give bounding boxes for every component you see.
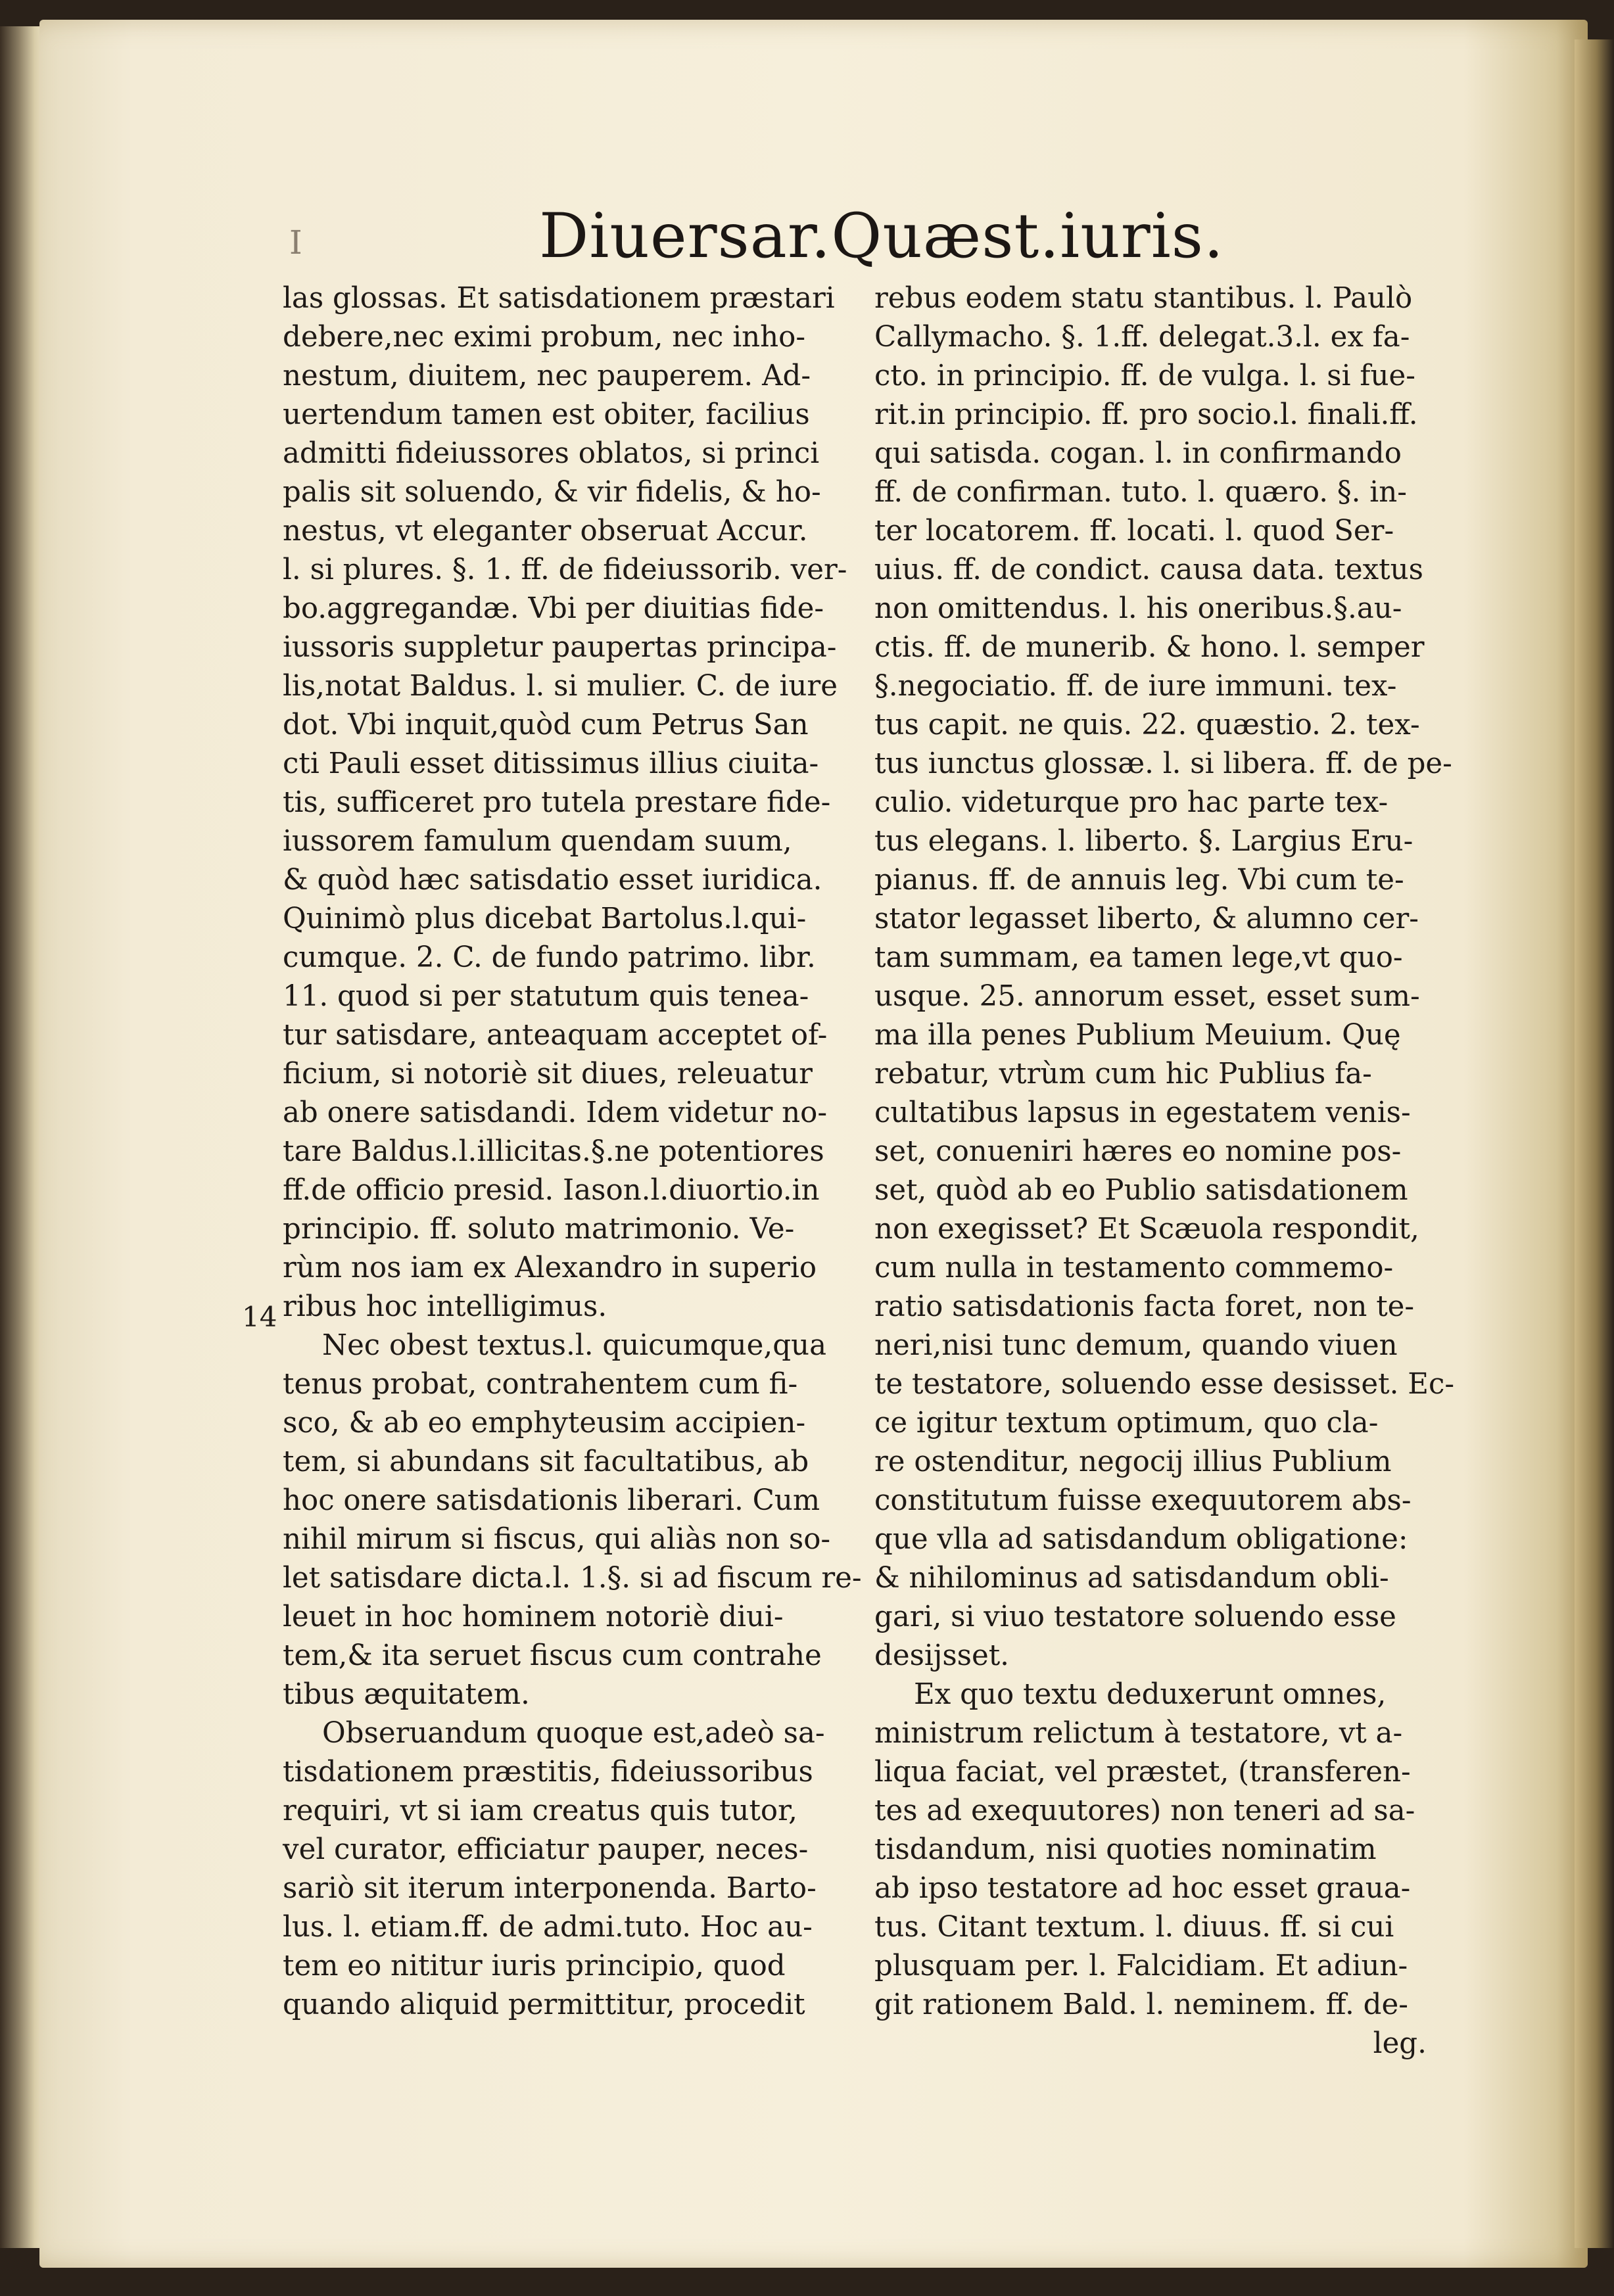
- text-line: stator legasset liberto, & alumno cer-: [874, 902, 1419, 935]
- text-line: Ex quo textu deduxerunt omnes,: [914, 1678, 1387, 1711]
- text-line: iussorem famulum quendam suum,: [283, 825, 792, 858]
- left-text-column: [283, 279, 862, 2025]
- text-line: constitutum fuisse exequutorem abs-: [874, 1484, 1412, 1517]
- text-line: tibus æquitatem.: [283, 1678, 530, 1711]
- text-line: hoc onere satisdationis liberari. Cum: [283, 1484, 820, 1517]
- text-line: let satisdare dicta.l. 1.§. si ad fiscum re-: [283, 1562, 862, 1595]
- text-line: pianus. ff. de annuis leg. Vbi cum te-: [874, 864, 1404, 897]
- text-line: & nihilominus ad satisdandum obli-: [874, 1562, 1389, 1595]
- text-line: leuet in hoc hominem notoriè diui-: [283, 1601, 784, 1633]
- text-line: uius. ff. de condict. causa data. textus: [874, 553, 1423, 586]
- text-line: Quinimò plus dicebat Bartolus.l.qui-: [283, 902, 807, 935]
- text-line: ff.de officio presid. Iason.l.diuortio.in: [283, 1174, 820, 1207]
- catchword: leg.: [1373, 2027, 1427, 2060]
- text-line: ter locatorem. ff. locati. l. quod Ser-: [874, 515, 1394, 548]
- page-header: [263, 197, 1224, 283]
- text-line: ratio satisdationis facta foret, non te-: [874, 1290, 1415, 1323]
- text-line: tis, sufficeret pro tutela prestare fide-: [283, 786, 831, 819]
- text-line: cultatibus lapsus in egestatem venis-: [874, 1096, 1411, 1129]
- right-text-column: [874, 279, 1455, 2063]
- text-line: tus elegans. l. liberto. §. Largius Eru-: [874, 825, 1413, 858]
- text-line: l. si plures. §. 1. ff. de fideiussorib. ver-: [283, 553, 847, 586]
- text-line: ficium, si notoriè sit diues, releuatur: [283, 1058, 813, 1090]
- text-line: nestum, diuitem, nec pauperem. Ad-: [283, 360, 811, 392]
- text-line: rebus eodem statu stantibus. l. Paulò: [874, 282, 1413, 315]
- text-line: cumque. 2. C. de fundo patrimo. libr.: [283, 941, 816, 974]
- text-line: non omittendus. l. his oneribus.§.au-: [874, 592, 1402, 625]
- text-line: sco, & ab eo emphyteusim accipien-: [283, 1407, 806, 1440]
- text-line: que vlla ad satisdandum obligatione:: [874, 1523, 1408, 1556]
- text-line: lus. l. etiam.ff. de admi.tuto. Hoc au-: [283, 1911, 813, 1944]
- text-line: palis sit soluendo, & vir fidelis, & ho-: [283, 476, 821, 509]
- text-line: tisdandum, nisi quoties nominatim: [874, 1833, 1377, 1866]
- text-line: dot. Vbi inquit,quòd cum Petrus San: [283, 709, 809, 741]
- text-line: non exegisset? Et Scæuola respondit,: [874, 1213, 1419, 1246]
- text-line: desijsset.: [874, 1639, 1010, 1672]
- text-line: tem, si abundans sit facultatibus, ab: [283, 1445, 809, 1478]
- text-line: rùm nos iam ex Alexandro in superio: [283, 1252, 817, 1284]
- text-line: quando aliquid permittitur, procedit: [283, 1988, 805, 2021]
- text-line: tur satisdare, anteaquam acceptet of-: [283, 1019, 828, 1052]
- text-line: cum nulla in testamento commemo-: [874, 1252, 1394, 1284]
- text-line: te testatore, soluendo esse desisset. Ec-: [874, 1368, 1455, 1401]
- text-line: nestus, vt eleganter obseruat Accur.: [283, 515, 808, 548]
- text-line: tus capit. ne quis. 22. quæstio. 2. tex-: [874, 709, 1420, 741]
- text-line: sariò sit iterum interponenda. Barto-: [283, 1872, 817, 1905]
- text-line: ma illa penes Publium Meuium. Quę: [874, 1019, 1401, 1052]
- text-line: ribus hoc intelligimus.: [283, 1290, 607, 1323]
- text-line: Obseruandum quoque est,adeò sa-: [322, 1717, 825, 1750]
- text-line: requiri, vt si iam creatus quis tutor,: [283, 1794, 797, 1827]
- text-line: bo.aggregandæ. Vbi per diuitias fide-: [283, 592, 824, 625]
- text-line: plusquam per. l. Falcidiam. Et adiun-: [874, 1950, 1408, 1982]
- text-line: iussoris suppletur paupertas principa-: [283, 631, 837, 664]
- text-line: principio. ff. soluto matrimonio. Ve-: [283, 1213, 795, 1246]
- text-line: set, conueniri hæres eo nomine pos-: [874, 1135, 1402, 1168]
- text-line: ctis. ff. de munerib. & hono. l. semper: [874, 631, 1425, 664]
- text-line: nihil mirum si fiscus, qui aliàs non so-: [283, 1523, 831, 1556]
- text-line: liqua faciat, vel præstet, (transferen-: [874, 1756, 1411, 1789]
- text-line: ce igitur textum optimum, quo cla-: [874, 1407, 1379, 1440]
- text-line: lis,notat Baldus. l. si mulier. C. de iure: [283, 670, 838, 703]
- text-line: debere,nec eximi probum, nec inho-: [283, 321, 806, 354]
- text-line: tus. Citant textum. l. diuus. ff. si cui: [874, 1911, 1394, 1944]
- text-line: §.negociatio. ff. de iure immuni. tex-: [874, 670, 1397, 703]
- margin-note-number: 14: [242, 1301, 277, 1333]
- text-line: tes ad exequutores) non teneri ad sa-: [874, 1794, 1415, 1827]
- text-line: usque. 25. annorum esset, esset sum-: [874, 980, 1420, 1013]
- text-line: & quòd hæc satisdatio esset iuridica.: [283, 864, 822, 897]
- text-line: tisdationem præstitis, fideiussoribus: [283, 1756, 813, 1789]
- text-line: re ostenditur, negocij illius Publium: [874, 1445, 1392, 1478]
- text-line: culio. videturque pro hac parte tex-: [874, 786, 1389, 819]
- text-line: 11. quod si per statutum quis tenea-: [283, 980, 809, 1013]
- book-fore-edge: [1575, 39, 1614, 2248]
- text-line: tus iunctus glossæ. l. si libera. ff. de pe-: [874, 747, 1452, 780]
- text-line: rebatur, vtrùm cum hic Publius fa-: [874, 1058, 1372, 1090]
- text-line: tenus probat, contrahentem cum fi-: [283, 1368, 798, 1401]
- text-line: git rationem Bald. l. neminem. ff. de-: [874, 1988, 1408, 2021]
- text-line: rit.in principio. ff. pro socio.l. finali.ff.: [874, 398, 1418, 431]
- text-line: Callymacho. §. 1.ff. delegat.3.l. ex fa-: [874, 321, 1410, 354]
- text-line: neri,nisi tunc demum, quando viuen: [874, 1329, 1398, 1362]
- running-head: Diuersar.Quæst.iuris.: [539, 200, 1224, 272]
- text-line: Nec obest textus.l. quicumque,qua: [322, 1329, 827, 1362]
- text-line: las glossas. Et satisdationem præstari: [283, 282, 835, 315]
- text-line: ab onere satisdandi. Idem videtur no-: [283, 1096, 828, 1129]
- text-line: vel curator, efficiatur pauper, neces-: [283, 1833, 809, 1866]
- text-line: admitti fideiussores oblatos, si princi: [283, 437, 820, 470]
- text-line: tare Baldus.l.illicitas.§.ne potentiores: [283, 1135, 824, 1168]
- text-line: cto. in principio. ff. de vulga. l. si fue-: [874, 360, 1415, 392]
- text-line: set, quòd ab eo Publio satisdationem: [874, 1174, 1408, 1207]
- text-line: tem eo nititur iuris principio, quod: [283, 1950, 786, 1982]
- text-line: ab ipso testatore ad hoc esset graua-: [874, 1872, 1411, 1905]
- text-line: tem,& ita seruet fiscus cum contrahe: [283, 1639, 822, 1672]
- text-line: cti Pauli esset ditissimus illius ciuita-: [283, 747, 819, 780]
- text-line: ff. de confirman. tuto. l. quæro. §. in-: [874, 476, 1407, 509]
- text-line: ministrum relictum à testatore, vt a-: [874, 1717, 1403, 1750]
- text-line: uertendum tamen est obiter, facilius: [283, 398, 810, 431]
- text-line: qui satisda. cogan. l. in confirmando: [874, 437, 1402, 470]
- header-mark: I: [289, 223, 302, 262]
- text-line: tam summam, ea tamen lege,vt quo-: [874, 941, 1403, 974]
- text-line: gari, si viuo testatore soluendo esse: [874, 1601, 1396, 1633]
